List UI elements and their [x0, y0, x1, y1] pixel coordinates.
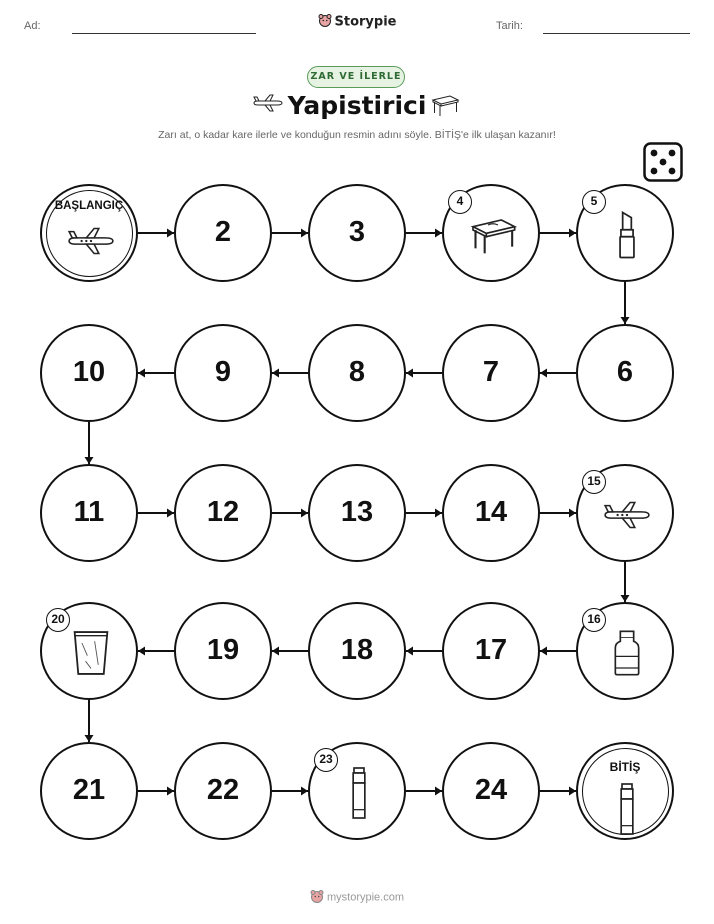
board-cell — [308, 184, 406, 282]
board-cell — [174, 602, 272, 700]
board-cell — [40, 464, 138, 562]
arrow-head — [435, 787, 442, 796]
plastic-bag-icon — [66, 628, 116, 678]
cell-number-badge: 15 — [582, 470, 606, 494]
cell-number-badge: 5 — [582, 190, 606, 214]
board-cell — [442, 602, 540, 700]
arrow-head — [301, 787, 308, 796]
arrow-head — [569, 787, 576, 796]
cell-number: 12 — [206, 496, 240, 528]
game-tag: ZAR VE İLERLE — [307, 66, 405, 88]
board-cell — [174, 464, 272, 562]
glue-stick-icon — [334, 768, 384, 818]
arrow-head — [406, 369, 413, 378]
arrow-head — [569, 229, 576, 238]
cell-number: 8 — [348, 356, 366, 388]
arrow-head — [621, 595, 630, 602]
arrow-head — [138, 369, 145, 378]
cell-number: 13 — [340, 496, 374, 528]
arrow-head — [301, 509, 308, 518]
cell-number: 2 — [214, 216, 232, 248]
cell-number-badge: 23 — [314, 748, 338, 772]
cell-number: 17 — [474, 634, 508, 666]
cell-number: 19 — [206, 634, 240, 666]
arrow-head — [167, 509, 174, 518]
finish-cell — [576, 742, 674, 840]
arrow-head — [540, 647, 547, 656]
board-cell — [308, 464, 406, 562]
arrow-head — [540, 369, 547, 378]
table-icon — [468, 210, 518, 260]
arrow-head — [167, 787, 174, 796]
board-cell — [174, 184, 272, 282]
board-cell — [40, 742, 138, 840]
arrow-head — [272, 369, 279, 378]
lipstick-icon — [602, 210, 652, 260]
board-cell — [308, 602, 406, 700]
cell-number: 10 — [72, 356, 106, 388]
name-label: Ad: — [24, 20, 41, 32]
cell-number-badge: 4 — [448, 190, 472, 214]
glue-stick-icon — [602, 782, 652, 832]
bottle-icon — [602, 628, 652, 678]
board-cell — [442, 464, 540, 562]
cell-label: BİTİŞ — [609, 760, 641, 774]
cell-number: 6 — [616, 356, 634, 388]
board-cell — [442, 324, 540, 422]
arrow-head — [85, 457, 94, 464]
board-cell — [174, 324, 272, 422]
cell-number-badge: 16 — [582, 608, 606, 632]
footer-url: mystorypie.com — [326, 891, 405, 904]
cell-number: 21 — [72, 774, 106, 806]
footer — [0, 889, 714, 906]
cell-number: 11 — [73, 496, 105, 528]
start-cell — [40, 184, 138, 282]
arrow-head — [569, 509, 576, 518]
arrow-head — [435, 229, 442, 238]
arrow-head — [138, 647, 145, 656]
board-cell — [308, 324, 406, 422]
arrow-head — [301, 229, 308, 238]
airplane-icon — [66, 224, 116, 274]
board-cell — [174, 742, 272, 840]
cell-number-badge: 20 — [46, 608, 70, 632]
board-cell — [576, 324, 674, 422]
cell-number: 3 — [348, 216, 366, 248]
cell-label: BAŞLANGIÇ — [54, 200, 124, 212]
board-cell — [40, 324, 138, 422]
brand-name: Storypie — [334, 14, 397, 30]
arrow-head — [272, 647, 279, 656]
cell-number: 14 — [474, 496, 508, 528]
cell-number: 22 — [206, 774, 240, 806]
cell-number: 9 — [214, 356, 232, 388]
storypie-logo-icon — [310, 889, 324, 906]
instructions: Zarı at, o kadar kare ilerle ve konduğun resmin adını söyle. BİTİŞ'e ilk ulaşan kazanır! — [158, 129, 556, 141]
cell-number: 7 — [482, 356, 500, 388]
arrow-head — [85, 735, 94, 742]
arrow-head — [167, 229, 174, 238]
arrow-head — [621, 317, 630, 324]
board-cell — [442, 742, 540, 840]
cell-number: 24 — [474, 774, 508, 806]
cell-number: 18 — [340, 634, 374, 666]
date-label: Tarih: — [496, 20, 523, 32]
arrow-head — [435, 509, 442, 518]
airplane-icon — [602, 490, 652, 540]
page-title: Yapistirici — [287, 91, 427, 120]
arrow-head — [406, 647, 413, 656]
